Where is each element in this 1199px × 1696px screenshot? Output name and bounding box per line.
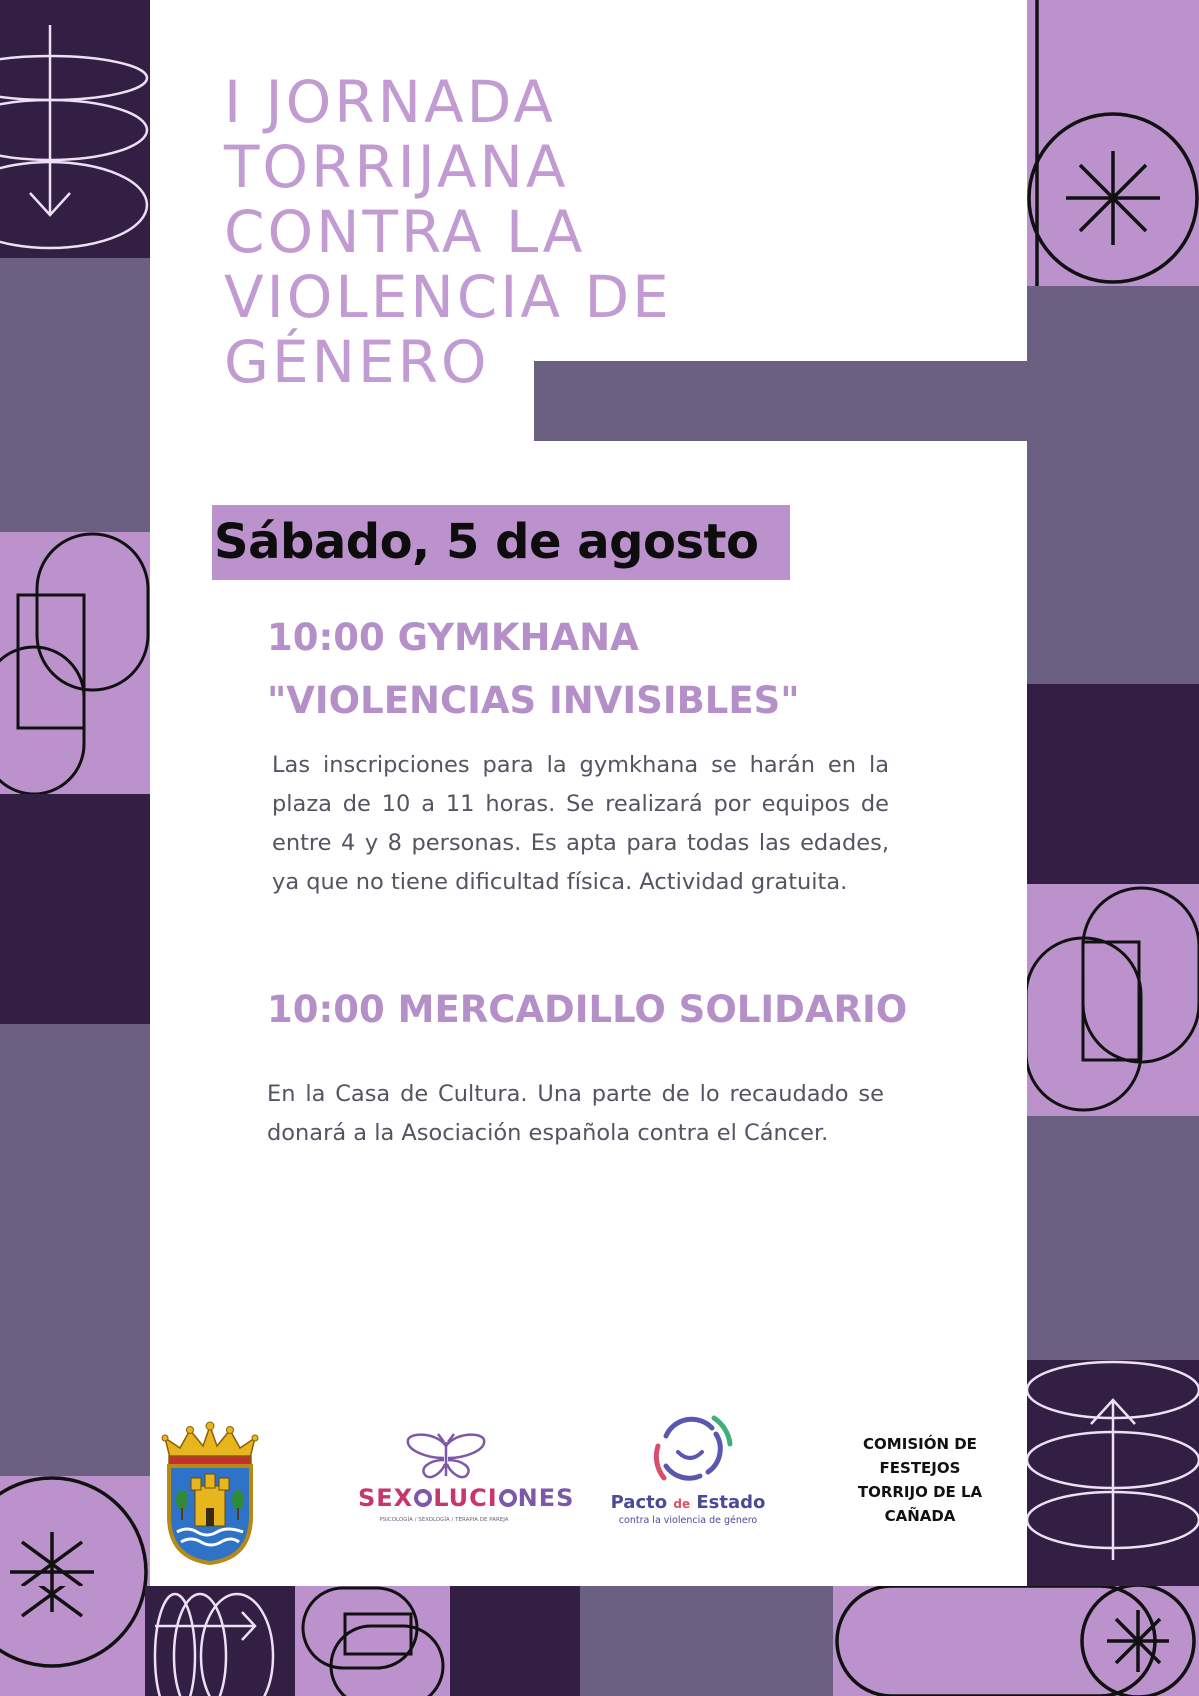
butterfly-icon xyxy=(404,1432,488,1480)
pacto-de-estado-logo xyxy=(608,1414,768,1534)
rings-arrow-up-icon xyxy=(1027,1360,1199,1586)
pacto-wordmark xyxy=(608,1492,768,1515)
bottom-tile-lilac-corner xyxy=(0,1586,145,1696)
right-tile-mid-1 xyxy=(1027,286,1199,684)
festejos-line: TORRIJO DE LA xyxy=(857,1483,983,1501)
title-line: CONTRA LA xyxy=(224,198,586,266)
festejos-line: FESTEJOS xyxy=(879,1459,961,1477)
pacto-tagline: contra la violencia de género xyxy=(618,1515,758,1526)
festejos-line: COMISIÓN DE xyxy=(863,1435,977,1453)
bottom-tile-lilac-right xyxy=(833,1586,1199,1696)
sexoluciones-wordmark xyxy=(358,1484,575,1512)
left-tile-dark-2 xyxy=(0,794,150,1024)
event-title-line: 10:00 GYMKHANA xyxy=(267,616,639,659)
pacto-word: Pacto xyxy=(610,1492,668,1513)
left-tile-mid-1 xyxy=(0,258,150,532)
event-title-line: 10:00 MERCADILLO SOLIDARIO xyxy=(267,988,908,1031)
bottom-tile-dark-2 xyxy=(450,1586,580,1696)
title-line: GÉNERO xyxy=(224,328,490,396)
o-ring-icon xyxy=(414,1489,432,1507)
event-title-mercadillo xyxy=(267,978,907,1041)
right-tile-dark-2 xyxy=(1027,1360,1199,1586)
pacto-word-small: de xyxy=(673,1497,691,1511)
right-tile-lilac-2 xyxy=(1027,884,1199,1116)
vertical-rings-arrow-icon xyxy=(145,1586,295,1696)
rings-arrow-down-icon xyxy=(0,0,150,258)
wordmark-part: LUCI xyxy=(433,1484,498,1512)
event-date: Sábado, 5 de agosto xyxy=(214,514,759,570)
star-circle-top-icon xyxy=(1027,0,1199,286)
festejos-line: CAÑADA xyxy=(884,1507,956,1525)
sexoluciones-logo xyxy=(352,1428,575,1528)
pacto-word: Estado xyxy=(696,1492,766,1513)
left-tile-lilac-1 xyxy=(0,532,150,794)
sexoluciones-tagline: PSICOLOGÍA / SEXOLOGÍA / TERAPIA DE PAREJA xyxy=(379,1517,509,1523)
wordmark-part: NES xyxy=(517,1484,575,1512)
bottom-tile-lilac-2 xyxy=(295,1586,450,1696)
pill-square-right-icon xyxy=(1027,884,1199,1116)
wordmark-part: SEX xyxy=(358,1484,414,1512)
right-tile-mid-2 xyxy=(1027,1116,1199,1360)
left-tile-mid-2 xyxy=(0,1024,150,1476)
poster-title xyxy=(224,70,864,395)
event-title-gymkhana xyxy=(267,606,800,732)
event-description-mercadillo: En la Casa de Cultura. Una parte de lo recaudado se donará a la Asociación española contra el Cáncer. xyxy=(267,1081,884,1146)
left-tile-dark-top xyxy=(0,0,150,258)
left-tile-lilac-bottom xyxy=(0,1476,150,1586)
right-tile-lilac-top xyxy=(1027,0,1199,286)
o-ring-icon xyxy=(499,1489,517,1507)
event-description-gymkhana: Las inscripciones para la gymkhana se harán en la plaza de 10 a 11 horas. Se realizará por equipos de entre 4 y 8 personas. Es apta para todas las edades, ya que no tiene dificultad física. Actividad gratuita. xyxy=(272,752,889,895)
title-line: VIOLENCIA DE xyxy=(224,263,672,331)
star-circle-continued-icon xyxy=(0,1586,145,1696)
bottom-tile-mid xyxy=(580,1586,833,1696)
comision-festejos xyxy=(842,1432,998,1528)
bottom-tile-dark-1 xyxy=(145,1586,295,1696)
pill-star-icon xyxy=(833,1586,1199,1696)
pill-square-outline-icon xyxy=(0,532,150,794)
title-line: I JORNADA xyxy=(224,68,556,136)
star-circle-icon xyxy=(0,1476,150,1586)
coat-of-arms-icon xyxy=(155,1420,265,1565)
right-tile-dark-1 xyxy=(1027,684,1199,884)
event-title-line: "VIOLENCIAS INVISIBLES" xyxy=(267,679,800,722)
smile-circle-icon xyxy=(642,1414,738,1486)
pill-square-small-icon xyxy=(295,1586,450,1696)
title-line: TORRIJANA xyxy=(224,133,569,201)
